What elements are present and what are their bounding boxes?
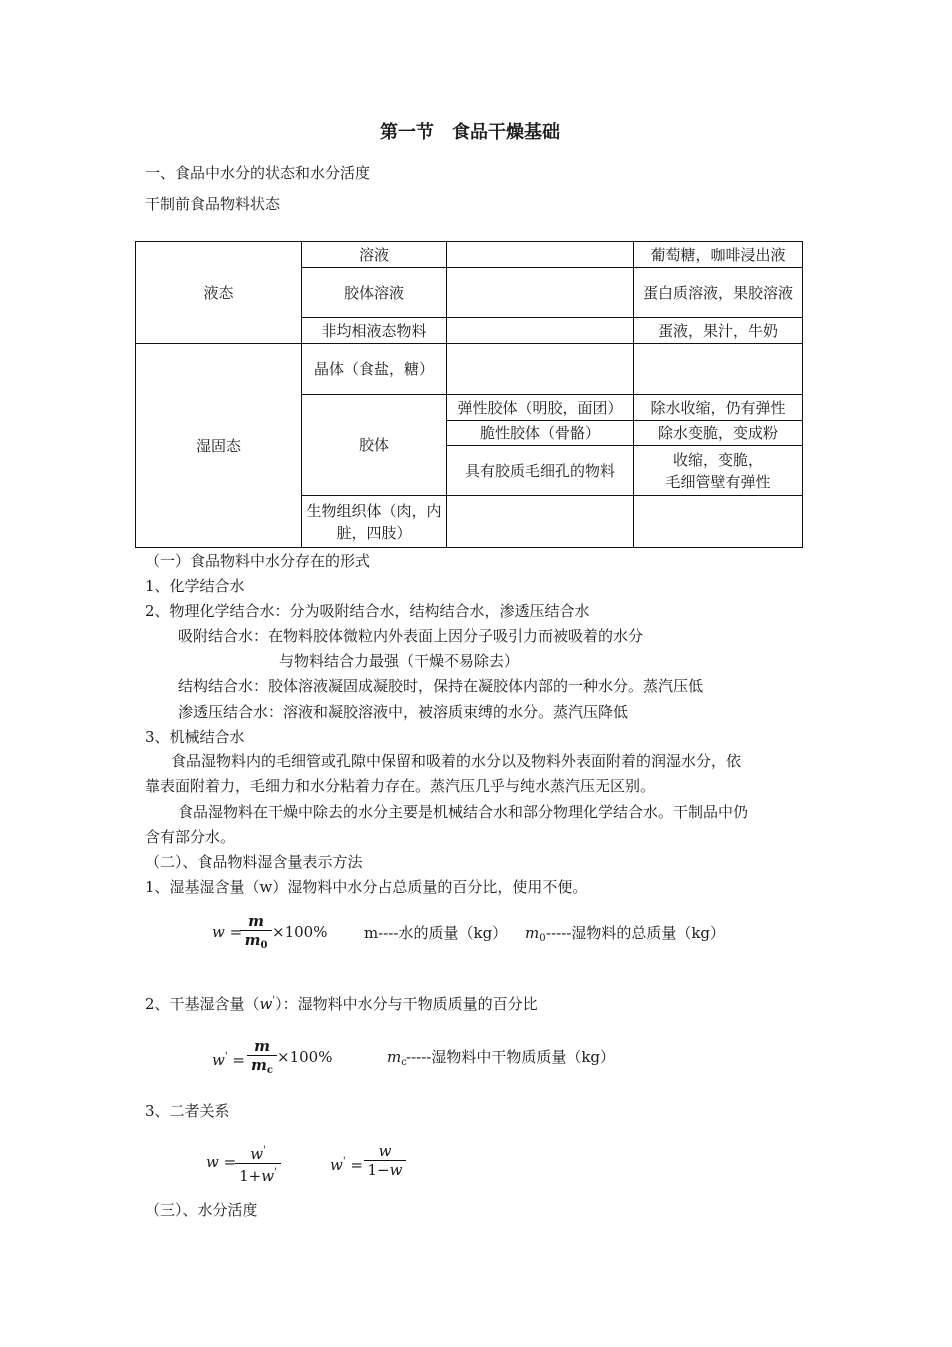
table-cell: 非均相液态物料	[302, 318, 447, 344]
table-cell	[634, 496, 803, 548]
paragraph: 靠表面附着力，毛细力和水分粘着力存在。蒸汽压几乎与纯水蒸汽压无区别。	[145, 777, 656, 795]
section-heading: （二）、食品物料湿含量表示方法	[145, 853, 363, 871]
table-cell	[634, 344, 803, 395]
formula-fraction: $\frac{m}{m_0}$	[240, 912, 272, 955]
table-cell	[447, 318, 634, 344]
text-run: 2、干基湿含量（	[145, 995, 260, 1013]
table-cell: 液态	[136, 242, 302, 344]
formula-rhs: ×100%	[272, 923, 328, 941]
table-cell	[447, 344, 634, 395]
paragraph: 3、二者关系	[145, 1102, 230, 1120]
table-cell: 生物组织体（肉，内脏，四肢）	[302, 496, 447, 548]
formula-lhs: w' =	[330, 1156, 363, 1174]
paragraph: 渗透压结合水：溶液和凝胶溶液中，被溶质束缚的水分。蒸汽压降低	[178, 703, 629, 721]
formula-note: m----水的质量（kg）	[364, 924, 508, 942]
table-cell: 除水变脆，变成粉	[634, 421, 803, 446]
table-cell: 弹性胶体（明胶，面团）	[447, 395, 634, 421]
table-cell: 脆性胶体（骨骼）	[447, 421, 634, 446]
formula-note: -----湿物料的总质量（kg）	[546, 924, 726, 942]
table-cell: 胶体	[302, 395, 447, 496]
page-title: 第一节 食品干燥基础	[380, 122, 560, 143]
cell-line: 毛细管壁有弹性	[665, 472, 771, 491]
cell-line: 收缩，变脆，	[672, 450, 763, 469]
formula-fraction: $\frac{w'}{1+w'}$	[235, 1142, 281, 1185]
section-heading: （一）食品物料中水分存在的形式	[145, 552, 371, 570]
table-cell: 具有胶质毛细孔的物料	[447, 446, 634, 496]
formula-lhs: w' =	[212, 1051, 245, 1069]
formula-symbol: $m_0$	[525, 924, 546, 944]
paragraph: 1、湿基湿含量（w）湿物料中水分占总质量的百分比，使用不便。	[145, 878, 588, 896]
table-cell: 葡萄糖，咖啡浸出液	[634, 242, 803, 268]
formula-fraction: $\frac{m}{m_c}$	[247, 1037, 277, 1080]
paragraph: 食品湿物料内的毛细管或孔隙中保留和吸着的水分以及物料外表面附着的润湿水分，依	[171, 752, 742, 770]
table-cell: 蛋液，果汁，牛奶	[634, 318, 803, 344]
section-heading: （三）、水分活度	[145, 1201, 258, 1219]
paragraph: 与物料结合力最强（干燥不易除去）	[279, 652, 520, 670]
table-cell: 蛋白质溶液，果胶溶液	[634, 268, 803, 318]
table-cell	[447, 242, 634, 268]
paragraph: 1、化学结合水	[145, 577, 245, 595]
material-state-table	[135, 241, 803, 548]
table-cell: 溶液	[302, 242, 447, 268]
section-heading: 一、食品中水分的状态和水分活度	[145, 164, 371, 182]
paragraph: 结构结合水：胶体溶液凝固成凝胶时，保持在凝胶体内部的一种水分。蒸汽压低	[178, 677, 704, 695]
paragraph: 含有部分水。	[145, 828, 236, 846]
paragraph: 吸附结合水：在物料胶体微粒内外表面上因分子吸引力而被吸着的水分	[178, 627, 644, 645]
table-cell: 晶体（食盐，糖）	[302, 344, 447, 395]
table-cell: 胶体溶液	[302, 268, 447, 318]
formula-symbol: $m_c$	[387, 1048, 407, 1068]
table-cell	[447, 268, 634, 318]
paragraph: 2、物理化学结合水：分为吸附结合水，结构结合水，渗透压结合水	[145, 602, 590, 620]
formula-symbol: w'	[259, 995, 276, 1013]
formula-fraction: $\frac{w}{1-w}$	[364, 1142, 406, 1179]
formula-rhs: ×100%	[277, 1048, 333, 1066]
formula-lhs: w =	[212, 923, 243, 941]
paragraph: 食品湿物料在干燥中除去的水分主要是机械结合水和部分物理化学结合水。干制品中仍	[178, 803, 749, 821]
table-cell	[447, 496, 634, 548]
paragraph	[145, 991, 538, 1014]
table-cell	[634, 446, 803, 496]
table-cell: 除水收缩，仍有弹性	[634, 395, 803, 421]
text-run: ）：湿物料中水分与干物质质量的百分比	[275, 995, 538, 1013]
paragraph: 3、机械结合水	[145, 728, 245, 746]
table-cell: 湿固态	[136, 344, 302, 548]
formula-lhs: w =	[206, 1153, 237, 1171]
formula-note: -----湿物料中干物质质量（kg）	[406, 1048, 616, 1066]
paragraph: 干制前食品物料状态	[145, 195, 281, 213]
